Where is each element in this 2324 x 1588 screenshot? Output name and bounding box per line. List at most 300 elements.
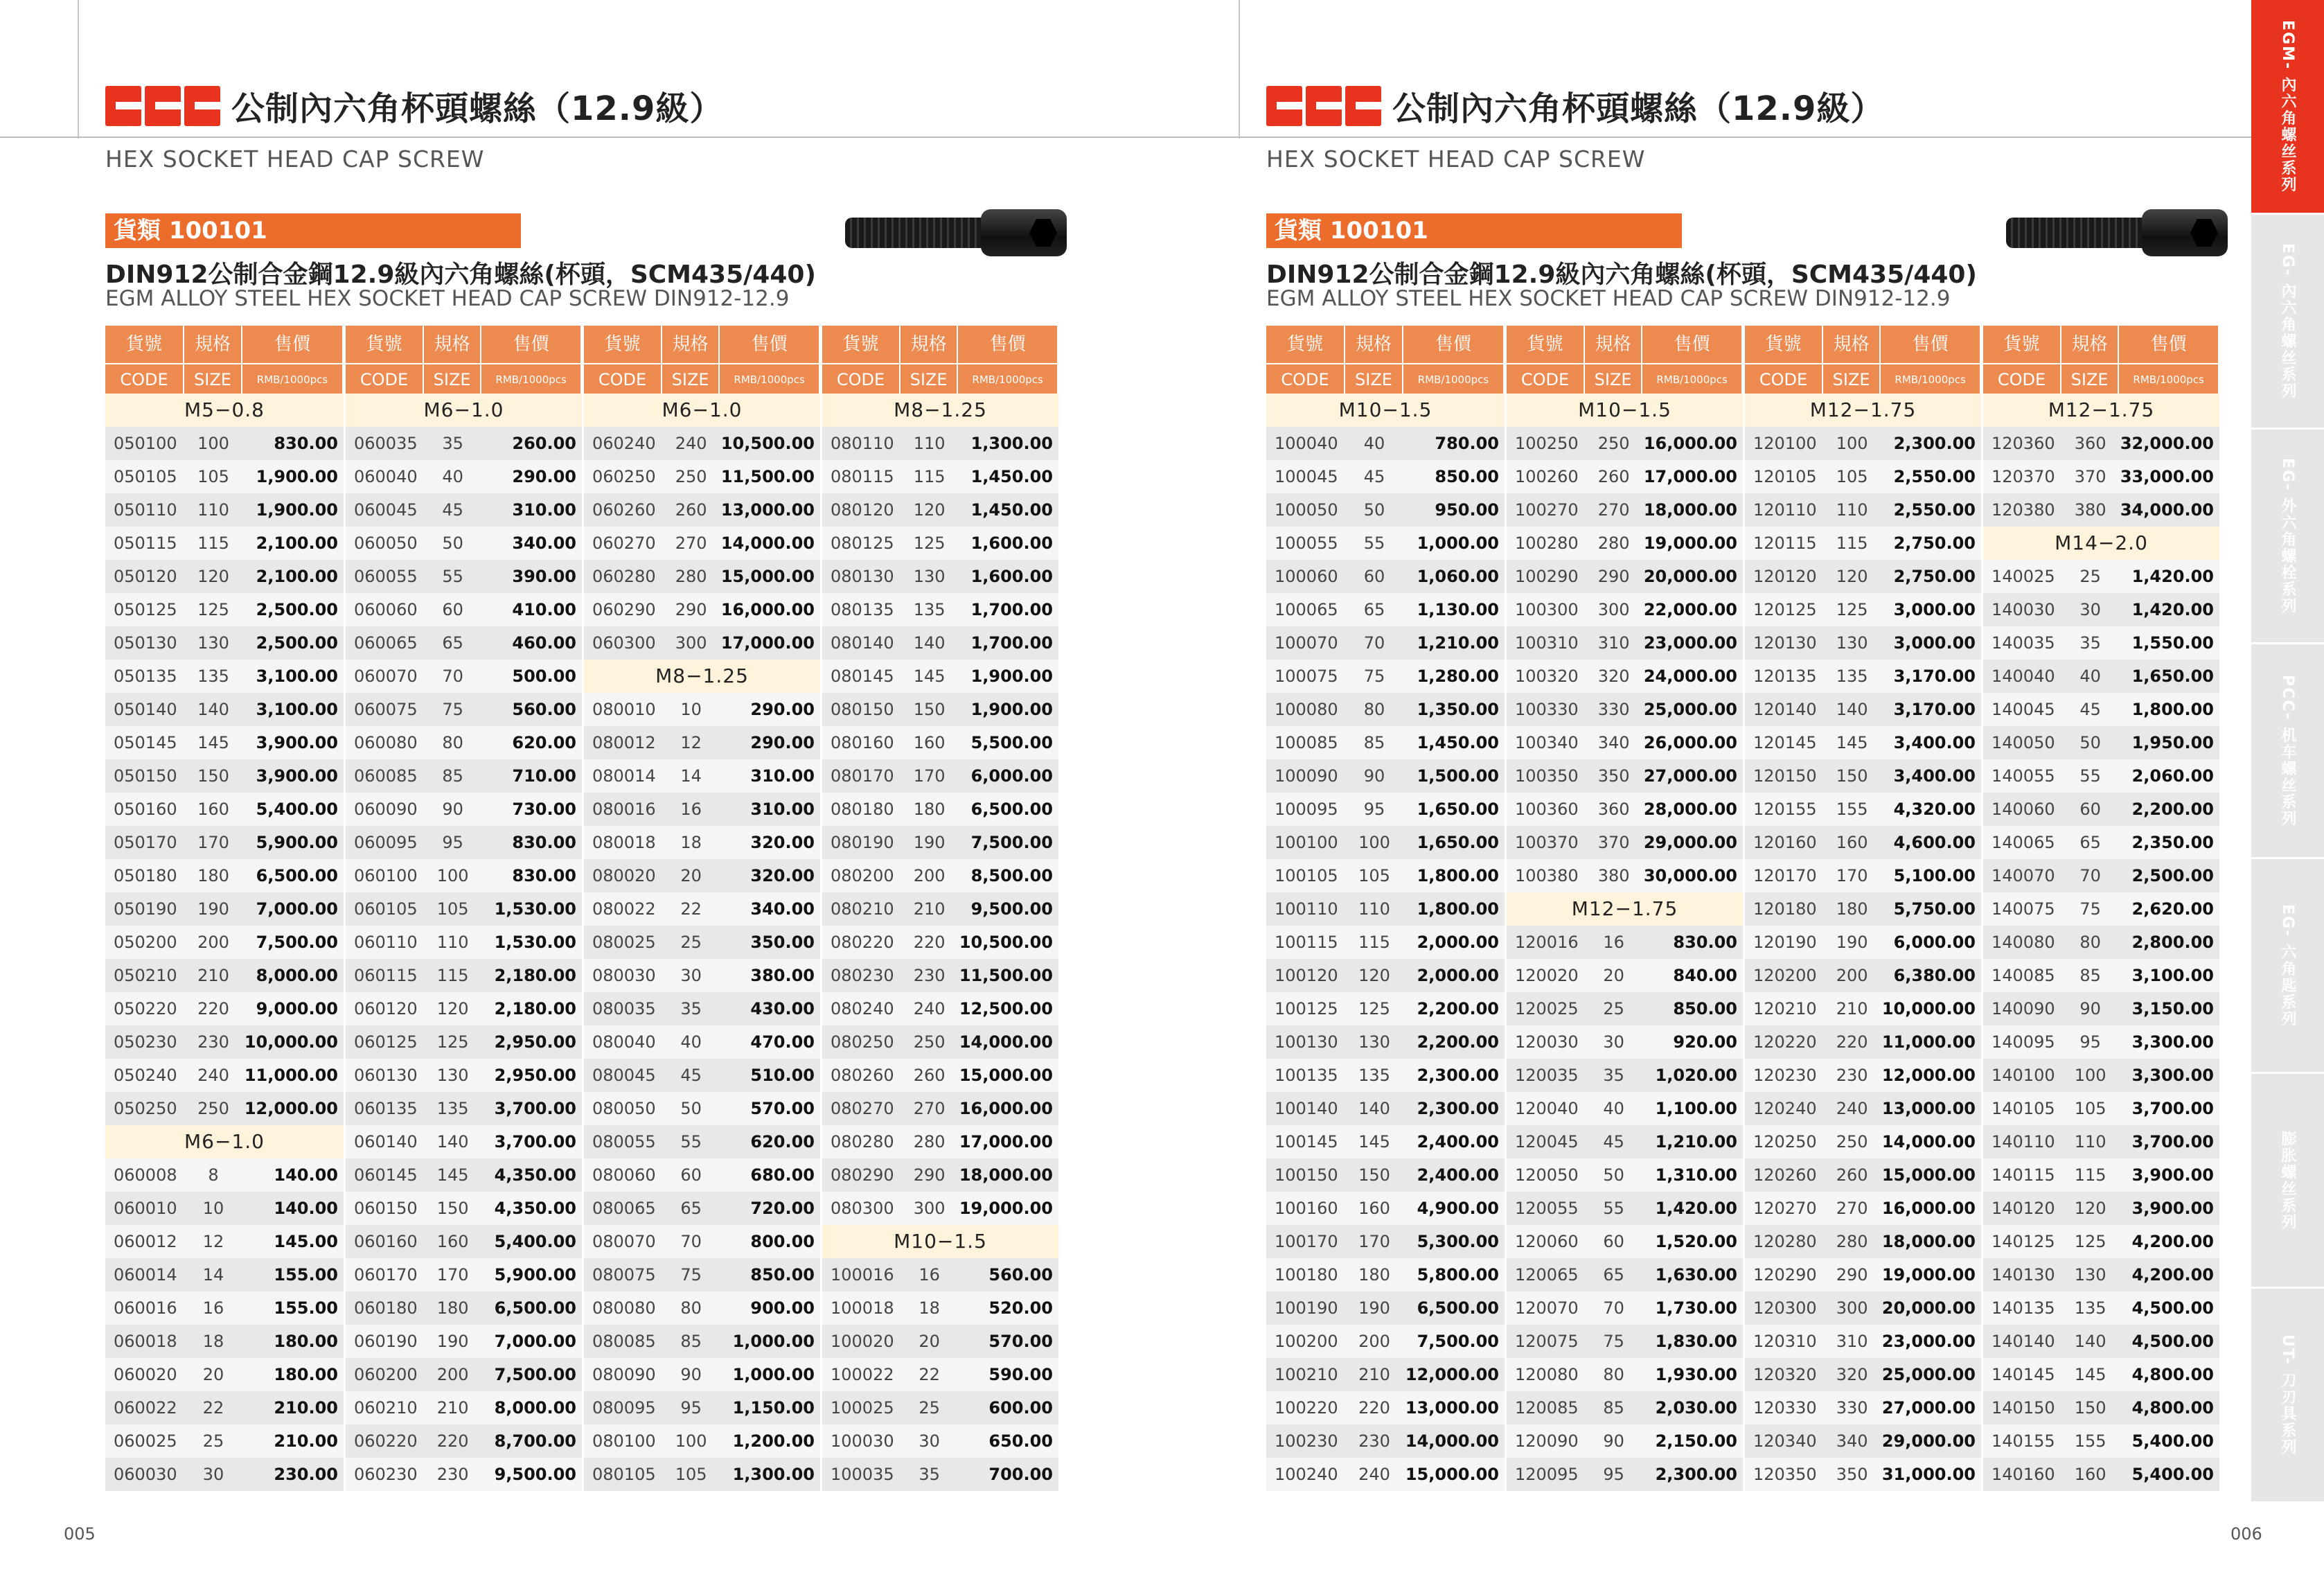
table-row bbox=[584, 926, 820, 959]
item-size: 260 bbox=[1597, 467, 1630, 486]
section-tab-label: EGM- 內六角螺丝系列 bbox=[2279, 19, 2296, 193]
item-code: 100080 bbox=[1275, 700, 1338, 719]
table-row bbox=[1745, 726, 1981, 759]
item-size: 55 bbox=[680, 1132, 702, 1152]
item-price: 500.00 bbox=[512, 667, 576, 686]
item-size: 35 bbox=[2079, 633, 2101, 653]
column-header: 貨號 bbox=[1266, 326, 1345, 363]
item-size: 30 bbox=[202, 1465, 224, 1484]
table-row bbox=[1745, 992, 1981, 1025]
table-row bbox=[1983, 626, 2219, 660]
section-tab[interactable] bbox=[2251, 859, 2324, 1074]
table-row bbox=[1745, 1192, 1981, 1225]
table-row bbox=[1507, 1192, 1743, 1225]
item-size: 350 bbox=[1597, 766, 1630, 786]
item-size: 240 bbox=[197, 1066, 229, 1085]
item-price: 19,000.00 bbox=[1643, 533, 1737, 553]
table-row bbox=[346, 1158, 582, 1192]
item-code: 060020 bbox=[114, 1365, 177, 1384]
column-header: RMB/1000pcs bbox=[2119, 363, 2219, 394]
item-price: 1,210.00 bbox=[1655, 1132, 1737, 1152]
product-description-en: EGM ALLOY STEEL HEX SOCKET HEAD CAP SCREW DIN912-12.9 bbox=[105, 286, 790, 311]
table-row bbox=[346, 593, 582, 626]
item-price: 7,500.00 bbox=[970, 833, 1053, 852]
item-size: 85 bbox=[680, 1332, 702, 1351]
column-header: 貨號 bbox=[584, 326, 662, 363]
item-price: 3,170.00 bbox=[1893, 667, 1976, 686]
item-code: 050110 bbox=[114, 500, 177, 520]
item-size: 75 bbox=[2079, 899, 2101, 919]
section-tab-label: EG- 內六角螺丝系列 bbox=[2279, 242, 2296, 400]
item-code: 100240 bbox=[1275, 1465, 1338, 1484]
item-price: 9,500.00 bbox=[970, 899, 1053, 919]
table-row bbox=[1745, 826, 1981, 859]
item-price: 650.00 bbox=[988, 1431, 1053, 1451]
table-row bbox=[1507, 693, 1743, 726]
item-code: 080230 bbox=[831, 966, 894, 985]
item-price: 23,000.00 bbox=[1643, 633, 1737, 653]
item-price: 1,210.00 bbox=[1417, 633, 1499, 653]
item-code: 120340 bbox=[1753, 1431, 1817, 1451]
item-code: 120170 bbox=[1753, 866, 1817, 885]
page-title: 公制內六角杯頭螺絲（12.9級） bbox=[231, 89, 724, 128]
size-group-title: M6−1.0 bbox=[105, 1125, 344, 1158]
section-tab-label: PCC- 机车螺丝系列 bbox=[2279, 674, 2296, 827]
item-code: 120180 bbox=[1753, 899, 1817, 919]
price-table bbox=[105, 326, 1058, 1491]
item-size: 65 bbox=[1363, 600, 1385, 619]
item-price: 230.00 bbox=[274, 1465, 338, 1484]
item-price: 2,200.00 bbox=[1417, 1032, 1499, 1052]
table-row bbox=[105, 1059, 344, 1092]
item-code: 050200 bbox=[114, 933, 177, 952]
item-price: 4,800.00 bbox=[2131, 1398, 2214, 1418]
table-row bbox=[1983, 1458, 2219, 1491]
item-code: 080035 bbox=[592, 999, 656, 1018]
table-row bbox=[1266, 1424, 1505, 1458]
table-row bbox=[584, 1358, 820, 1391]
item-code: 080060 bbox=[592, 1165, 656, 1185]
item-price: 140.00 bbox=[274, 1199, 338, 1218]
item-code: 100035 bbox=[831, 1465, 894, 1484]
item-price: 4,600.00 bbox=[1893, 833, 1976, 852]
item-size: 160 bbox=[1358, 1199, 1390, 1218]
item-size: 8 bbox=[208, 1165, 219, 1185]
item-price: 12,500.00 bbox=[959, 999, 1053, 1018]
size-group-title: M8−1.25 bbox=[584, 660, 820, 693]
table-row bbox=[1745, 427, 1981, 460]
item-size: 270 bbox=[675, 533, 707, 553]
table-row bbox=[1983, 460, 2219, 493]
item-price: 3,900.00 bbox=[2131, 1199, 2214, 1218]
divider bbox=[78, 0, 79, 139]
item-price: 2,200.00 bbox=[1417, 999, 1499, 1018]
table-row bbox=[1745, 1125, 1981, 1158]
item-size: 190 bbox=[913, 833, 946, 852]
table-row bbox=[105, 859, 344, 892]
item-price: 380.00 bbox=[750, 966, 815, 985]
item-size: 220 bbox=[1358, 1398, 1390, 1418]
table-row bbox=[1507, 1325, 1743, 1358]
item-code: 060055 bbox=[354, 567, 418, 586]
header-row-cn bbox=[105, 326, 344, 363]
table-row bbox=[346, 1358, 582, 1391]
item-price: 13,000.00 bbox=[1881, 1099, 1976, 1118]
item-price: 1,530.00 bbox=[494, 899, 576, 919]
item-code: 100060 bbox=[1275, 567, 1338, 586]
table-row bbox=[822, 1424, 1058, 1458]
item-size: 65 bbox=[2079, 833, 2101, 852]
item-price: 7,000.00 bbox=[256, 899, 338, 919]
item-code: 100022 bbox=[831, 1365, 894, 1384]
item-price: 320.00 bbox=[750, 833, 815, 852]
item-price: 590.00 bbox=[988, 1365, 1053, 1384]
item-price: 5,900.00 bbox=[494, 1265, 576, 1285]
item-code: 140095 bbox=[1992, 1032, 2055, 1052]
item-price: 3,700.00 bbox=[2131, 1099, 2214, 1118]
item-size: 35 bbox=[680, 999, 702, 1018]
column-header: SIZE bbox=[1345, 363, 1403, 394]
item-price: 310.00 bbox=[750, 800, 815, 819]
table-row bbox=[346, 1258, 582, 1291]
item-code: 120140 bbox=[1753, 700, 1817, 719]
item-size: 260 bbox=[913, 1066, 946, 1085]
item-price: 390.00 bbox=[512, 567, 576, 586]
item-size: 320 bbox=[1597, 667, 1630, 686]
item-price: 1,650.00 bbox=[1417, 833, 1499, 852]
table-row bbox=[1507, 1358, 1743, 1391]
item-code: 080125 bbox=[831, 533, 894, 553]
item-size: 70 bbox=[2079, 866, 2101, 885]
item-size: 100 bbox=[1358, 833, 1390, 852]
table-row bbox=[346, 560, 582, 593]
item-price: 1,000.00 bbox=[1417, 533, 1499, 553]
item-size: 190 bbox=[1358, 1298, 1390, 1318]
item-price: 1,450.00 bbox=[1417, 733, 1499, 752]
header-row-cn bbox=[1983, 326, 2219, 363]
header-row-en bbox=[1983, 363, 2219, 394]
page-subtitle: HEX SOCKET HEAD CAP SCREW bbox=[105, 145, 485, 173]
table-row bbox=[346, 1458, 582, 1491]
item-price: 11,000.00 bbox=[1881, 1032, 1976, 1052]
item-size: 350 bbox=[1836, 1465, 1868, 1484]
item-code: 100110 bbox=[1275, 899, 1338, 919]
item-code: 080110 bbox=[831, 434, 894, 453]
item-price: 19,000.00 bbox=[1881, 1265, 1976, 1285]
column-header: CODE bbox=[1507, 363, 1585, 394]
item-code: 060040 bbox=[354, 467, 418, 486]
item-size: 150 bbox=[1836, 766, 1868, 786]
item-code: 060290 bbox=[592, 600, 656, 619]
item-size: 80 bbox=[442, 733, 463, 752]
item-size: 65 bbox=[1603, 1265, 1624, 1285]
item-code: 080130 bbox=[831, 567, 894, 586]
table-row bbox=[822, 892, 1058, 926]
item-code: 080085 bbox=[592, 1332, 656, 1351]
item-size: 130 bbox=[913, 567, 946, 586]
item-size: 160 bbox=[197, 800, 229, 819]
header-row-cn bbox=[822, 326, 1058, 363]
item-price: 1,950.00 bbox=[2131, 733, 2214, 752]
table-row bbox=[1745, 1025, 1981, 1059]
item-size: 75 bbox=[1603, 1332, 1624, 1351]
price-table bbox=[1266, 326, 2219, 1491]
item-code: 140130 bbox=[1992, 1265, 2055, 1285]
table-row bbox=[346, 1059, 582, 1092]
item-price: 1,700.00 bbox=[970, 600, 1053, 619]
item-code: 120290 bbox=[1753, 1265, 1817, 1285]
item-price: 1,450.00 bbox=[970, 500, 1053, 520]
item-code: 060022 bbox=[114, 1398, 177, 1418]
column-header: CODE bbox=[105, 363, 184, 394]
item-price: 6,500.00 bbox=[970, 800, 1053, 819]
item-size: 310 bbox=[1836, 1332, 1868, 1351]
item-size: 145 bbox=[1836, 733, 1868, 752]
item-code: 060035 bbox=[354, 434, 418, 453]
table-row bbox=[1745, 1291, 1981, 1325]
table-row bbox=[584, 593, 820, 626]
item-code: 060030 bbox=[114, 1465, 177, 1484]
divider bbox=[1240, 136, 2251, 138]
item-code: 100320 bbox=[1515, 667, 1579, 686]
item-price: 7,500.00 bbox=[1417, 1332, 1499, 1351]
item-price: 2,150.00 bbox=[1655, 1431, 1737, 1451]
item-code: 120280 bbox=[1753, 1232, 1817, 1251]
item-code: 120260 bbox=[1753, 1165, 1817, 1185]
item-code: 140050 bbox=[1992, 733, 2055, 752]
item-price: 2,300.00 bbox=[1893, 434, 1976, 453]
item-price: 12,000.00 bbox=[1405, 1365, 1499, 1384]
table-row bbox=[105, 793, 344, 826]
item-size: 35 bbox=[1603, 1066, 1624, 1085]
item-price: 3,300.00 bbox=[2131, 1032, 2214, 1052]
item-code: 120040 bbox=[1515, 1099, 1579, 1118]
item-price: 17,000.00 bbox=[959, 1132, 1053, 1152]
table-row bbox=[584, 1158, 820, 1192]
table-row bbox=[105, 460, 344, 493]
table-row bbox=[1745, 1258, 1981, 1291]
header-row-en bbox=[1745, 363, 1981, 394]
table-row bbox=[584, 493, 820, 527]
item-price: 290.00 bbox=[512, 467, 576, 486]
item-size: 250 bbox=[675, 467, 707, 486]
section-tab[interactable] bbox=[2251, 0, 2324, 215]
table-row bbox=[1745, 1458, 1981, 1491]
item-price: 950.00 bbox=[1435, 500, 1499, 520]
table-row bbox=[1983, 1358, 2219, 1391]
item-size: 85 bbox=[442, 766, 463, 786]
item-price: 3,100.00 bbox=[256, 700, 338, 719]
item-size: 200 bbox=[436, 1365, 469, 1384]
item-price: 2,500.00 bbox=[256, 633, 338, 653]
header-row-en bbox=[346, 363, 582, 394]
item-price: 560.00 bbox=[512, 700, 576, 719]
item-code: 140065 bbox=[1992, 833, 2055, 852]
item-size: 20 bbox=[919, 1332, 940, 1351]
section-tab[interactable] bbox=[2251, 215, 2324, 430]
item-size: 105 bbox=[2074, 1099, 2106, 1118]
table-row bbox=[1266, 660, 1505, 693]
item-code: 080100 bbox=[592, 1431, 656, 1451]
table-row bbox=[584, 527, 820, 560]
divider bbox=[0, 136, 1240, 138]
egm-logo bbox=[105, 86, 220, 126]
item-size: 380 bbox=[1597, 866, 1630, 885]
item-code: 060145 bbox=[354, 1165, 418, 1185]
item-price: 3,000.00 bbox=[1893, 633, 1976, 653]
item-price: 340.00 bbox=[750, 899, 815, 919]
table-row bbox=[584, 1424, 820, 1458]
column-header: SIZE bbox=[184, 363, 242, 394]
item-code: 080115 bbox=[831, 467, 894, 486]
table-row bbox=[1266, 926, 1505, 959]
item-size: 50 bbox=[1363, 500, 1385, 520]
item-size: 105 bbox=[675, 1465, 707, 1484]
item-code: 080190 bbox=[831, 833, 894, 852]
item-size: 160 bbox=[1836, 833, 1868, 852]
item-size: 120 bbox=[1836, 567, 1868, 586]
item-code: 100120 bbox=[1275, 966, 1338, 985]
table-row bbox=[105, 1391, 344, 1424]
table-row bbox=[1507, 759, 1743, 793]
item-code: 100030 bbox=[831, 1431, 894, 1451]
table-row bbox=[822, 759, 1058, 793]
table-row bbox=[105, 660, 344, 693]
table-row bbox=[584, 1291, 820, 1325]
table-row bbox=[822, 427, 1058, 460]
item-size: 18 bbox=[680, 833, 702, 852]
item-size: 340 bbox=[1836, 1431, 1868, 1451]
item-price: 210.00 bbox=[274, 1431, 338, 1451]
table-row bbox=[1266, 1059, 1505, 1092]
item-size: 120 bbox=[197, 567, 229, 586]
item-size: 300 bbox=[1836, 1298, 1868, 1318]
item-price: 3,700.00 bbox=[494, 1099, 576, 1118]
item-price: 1,930.00 bbox=[1655, 1365, 1737, 1384]
table-row bbox=[822, 793, 1058, 826]
item-code: 100065 bbox=[1275, 600, 1338, 619]
item-code: 100170 bbox=[1275, 1232, 1338, 1251]
item-code: 140025 bbox=[1992, 567, 2055, 586]
table-row bbox=[1983, 992, 2219, 1025]
table-row bbox=[346, 1291, 582, 1325]
page-header bbox=[105, 82, 723, 130]
item-size: 14 bbox=[680, 766, 702, 786]
item-size: 180 bbox=[1836, 899, 1868, 919]
item-price: 22,000.00 bbox=[1643, 600, 1737, 619]
item-code: 080220 bbox=[831, 933, 894, 952]
table-row bbox=[822, 1358, 1058, 1391]
item-code: 120160 bbox=[1753, 833, 1817, 852]
item-price: 4,320.00 bbox=[1893, 800, 1976, 819]
item-size: 105 bbox=[1358, 866, 1390, 885]
section-tab[interactable] bbox=[2251, 1289, 2324, 1503]
table-row bbox=[1266, 560, 1505, 593]
item-price: 8,700.00 bbox=[494, 1431, 576, 1451]
header-row-en bbox=[822, 363, 1058, 394]
table-row bbox=[1507, 593, 1743, 626]
table-row bbox=[1266, 859, 1505, 892]
table-row bbox=[346, 1424, 582, 1458]
item-code: 080045 bbox=[592, 1066, 656, 1085]
item-size: 16 bbox=[202, 1298, 224, 1318]
item-price: 2,400.00 bbox=[1417, 1132, 1499, 1152]
item-size: 270 bbox=[1597, 500, 1630, 520]
size-group-title: M12−1.75 bbox=[1507, 892, 1743, 926]
item-code: 100290 bbox=[1515, 567, 1579, 586]
item-price: 1,500.00 bbox=[1417, 766, 1499, 786]
item-code: 080020 bbox=[592, 866, 656, 885]
table-row bbox=[822, 693, 1058, 726]
table-row bbox=[584, 1458, 820, 1491]
item-code: 140105 bbox=[1992, 1099, 2055, 1118]
column-header: 售價 bbox=[958, 326, 1058, 363]
table-row bbox=[1983, 560, 2219, 593]
item-size: 130 bbox=[436, 1066, 469, 1085]
item-price: 2,030.00 bbox=[1655, 1398, 1737, 1418]
item-price: 27,000.00 bbox=[1643, 766, 1737, 786]
item-price: 600.00 bbox=[988, 1398, 1053, 1418]
table-row bbox=[1266, 1225, 1505, 1258]
table-row bbox=[1745, 693, 1981, 726]
column-header: 售價 bbox=[1403, 326, 1505, 363]
table-row bbox=[822, 560, 1058, 593]
item-price: 3,900.00 bbox=[2131, 1165, 2214, 1185]
table-row bbox=[822, 959, 1058, 992]
section-tab[interactable] bbox=[2251, 644, 2324, 859]
item-code: 050100 bbox=[114, 434, 177, 453]
item-code: 080105 bbox=[592, 1465, 656, 1484]
table-row bbox=[105, 726, 344, 759]
table-row bbox=[584, 859, 820, 892]
section-tab[interactable] bbox=[2251, 430, 2324, 644]
item-size: 130 bbox=[197, 633, 229, 653]
item-size: 40 bbox=[1363, 434, 1385, 453]
table-row bbox=[1983, 1092, 2219, 1125]
table-row bbox=[822, 1059, 1058, 1092]
table-row bbox=[105, 1291, 344, 1325]
item-price: 5,400.00 bbox=[2131, 1465, 2214, 1484]
item-price: 8,000.00 bbox=[494, 1398, 576, 1418]
item-size: 75 bbox=[680, 1265, 702, 1285]
column-header: 規格 bbox=[1345, 326, 1403, 363]
item-size: 210 bbox=[1836, 999, 1868, 1018]
item-size: 125 bbox=[1358, 999, 1390, 1018]
item-code: 080055 bbox=[592, 1132, 656, 1152]
item-code: 060180 bbox=[354, 1298, 418, 1318]
item-size: 110 bbox=[2074, 1132, 2106, 1152]
item-price: 1,550.00 bbox=[2131, 633, 2214, 653]
item-price: 29,000.00 bbox=[1643, 833, 1737, 852]
item-code: 100140 bbox=[1275, 1099, 1338, 1118]
section-tab[interactable] bbox=[2251, 1074, 2324, 1289]
column-header: 貨號 bbox=[1507, 326, 1585, 363]
item-size: 250 bbox=[913, 1032, 946, 1052]
item-code: 060130 bbox=[354, 1066, 418, 1085]
item-size: 145 bbox=[197, 733, 229, 752]
item-size: 12 bbox=[202, 1232, 224, 1251]
item-code: 050140 bbox=[114, 700, 177, 719]
item-code: 120360 bbox=[1992, 434, 2055, 453]
item-code: 100340 bbox=[1515, 733, 1579, 752]
item-code: 060100 bbox=[354, 866, 418, 885]
table-row bbox=[584, 1325, 820, 1358]
item-code: 080300 bbox=[831, 1199, 894, 1218]
table-row bbox=[1745, 1391, 1981, 1424]
header-row-cn bbox=[1507, 326, 1743, 363]
item-code: 100100 bbox=[1275, 833, 1338, 852]
item-price: 34,000.00 bbox=[2120, 500, 2214, 520]
